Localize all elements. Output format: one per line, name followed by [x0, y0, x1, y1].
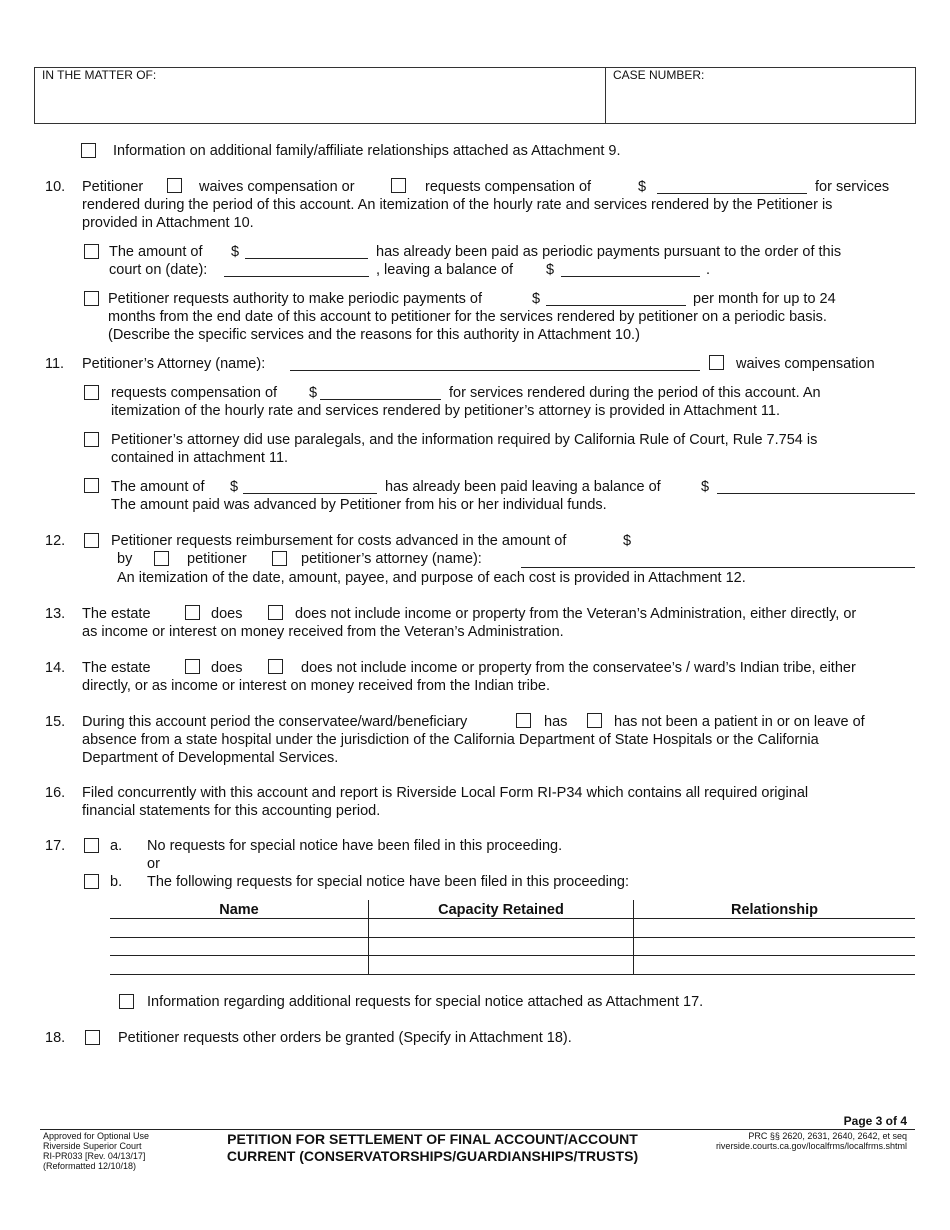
item-10-line-2: rendered during the period of this account. An itemization of the hourly rate and services rendered by the Petitioner is	[82, 197, 833, 213]
other-orders-text: Petitioner requests other orders be granted (Specify in Attachment 18).	[118, 1030, 572, 1046]
balance-amount[interactable]	[561, 261, 700, 277]
periodic-paid-amount[interactable]	[245, 243, 368, 259]
va-does-not-label: does not include income or property from the Veteran’s Administration, either directly, or	[295, 606, 857, 622]
hospital-line-1: During this account period the conservatee/ward/beneficiary	[82, 714, 468, 730]
dollar-sign: $	[701, 479, 710, 495]
table-column-divider	[633, 900, 634, 974]
table-row[interactable]	[371, 938, 631, 954]
va-does-checkbox[interactable]	[185, 605, 200, 620]
attachment-9-text: Information on additional family/affiliate relationships attached as Attachment 9.	[113, 143, 621, 159]
attorney-paid-label: The amount of	[111, 479, 205, 495]
petitioner-compensation-amount[interactable]	[657, 178, 807, 194]
table-row[interactable]	[636, 957, 913, 973]
reimbursement-checkbox[interactable]	[84, 533, 99, 548]
table-row[interactable]	[636, 938, 913, 954]
hospital-has-not-label: has not been a patient in or on leave of	[614, 714, 865, 730]
dollar-sign: $	[532, 291, 541, 307]
per-month-label: per month for up to 24	[693, 291, 836, 307]
attorney-balance-amount[interactable]	[717, 478, 915, 494]
attorney-paid-checkbox[interactable]	[84, 478, 99, 493]
footer-website: riverside.courts.ca.gov/localfrms/localfrms.shtml	[715, 1141, 907, 1151]
requests-compensation-checkbox[interactable]	[391, 178, 406, 193]
attorney-name-label: Petitioner’s Attorney (name):	[82, 356, 266, 372]
for-services-label: for services	[815, 179, 890, 195]
va-estate-label: The estate	[82, 606, 151, 622]
leaving-balance-label: , leaving a balance of	[376, 262, 514, 278]
periodic-paid-text: has already been paid as periodic payments pursuant to the order of this	[376, 244, 842, 260]
waives-compensation-label: waives compensation or	[199, 179, 355, 195]
footer-rule	[40, 1129, 915, 1130]
dollar-sign: $	[638, 179, 647, 195]
attorney-paid-line-2: The amount paid was advanced by Petitioner from his or her individual funds.	[111, 497, 607, 513]
item-16-number: 16.	[45, 785, 66, 801]
court-order-date[interactable]	[224, 261, 369, 277]
attorney-compensation-amount[interactable]	[320, 384, 441, 400]
filed-concurrently-line-1: Filed concurrently with this account and report is Riverside Local Form RI-P34 which contains all required original	[82, 785, 809, 801]
attachment-17-text: Information regarding additional requests for special notice attached as Attachment 17.	[147, 994, 704, 1010]
paralegals-checkbox[interactable]	[84, 432, 99, 447]
page-number: Page 3 of 4	[843, 1114, 907, 1128]
or-label: or	[147, 856, 160, 872]
by-petitioner-label: petitioner	[187, 551, 247, 567]
reimbursement-line-3: An itemization of the date, amount, payee, and purpose of each cost is provided in Attachment 12.	[117, 570, 746, 586]
case-number-input[interactable]	[613, 88, 908, 104]
item-17-b-letter: b.	[110, 874, 123, 890]
other-orders-checkbox[interactable]	[85, 1030, 100, 1045]
table-rule	[110, 974, 915, 975]
attachment-17-checkbox[interactable]	[119, 994, 134, 1009]
item-18-number: 18.	[45, 1030, 66, 1046]
attorney-waives-label: waives compensation	[736, 356, 875, 372]
dollar-sign: $	[623, 533, 632, 549]
item-11-number: 11.	[45, 356, 65, 372]
item-14-number: 14.	[45, 660, 66, 676]
periodic-authority-checkbox[interactable]	[84, 291, 99, 306]
attachment-9-checkbox[interactable]	[81, 143, 96, 158]
paralegals-line-1: Petitioner’s attorney did use paralegals, and the information required by California Rule of Court, Rule 7.754 is	[111, 432, 818, 448]
va-line-2: as income or interest on money received from the Veteran’s Administration.	[82, 624, 564, 640]
item-15-number: 15.	[45, 714, 66, 730]
table-row[interactable]	[636, 920, 913, 936]
item-17-number: 17.	[45, 838, 66, 854]
by-label: by	[117, 551, 133, 567]
va-does-not-checkbox[interactable]	[268, 605, 283, 620]
tribe-does-label: does	[211, 660, 243, 676]
filed-concurrently-line-2: financial statements for this accounting period.	[82, 803, 381, 819]
table-rule	[110, 918, 915, 919]
tribe-does-not-checkbox[interactable]	[268, 659, 283, 674]
attorney-requests-checkbox[interactable]	[84, 385, 99, 400]
by-petitioner-checkbox[interactable]	[154, 551, 169, 566]
dollar-sign: $	[546, 262, 555, 278]
table-rule	[110, 955, 915, 956]
special-notice-filed-text: The following requests for special notice have been filed in this proceeding:	[147, 874, 630, 890]
footer-reformatted: (Reformatted 12/10/18)	[43, 1161, 137, 1171]
item-12-number: 12.	[45, 533, 66, 549]
tribe-estate-label: The estate	[82, 660, 151, 676]
attorney-requests-label: requests compensation of	[111, 385, 278, 401]
periodic-authority-text: Petitioner requests authority to make periodic payments of	[108, 291, 482, 307]
attorney-paid-amount[interactable]	[243, 478, 377, 494]
by-attorney-label: petitioner’s attorney (name):	[301, 551, 482, 567]
matter-label: IN THE MATTER OF:	[42, 68, 157, 82]
hospital-line-2: absence from a state hospital under the jurisdiction of the California Department of State Hospitals or the California	[82, 732, 819, 748]
footer-court: Riverside Superior Court	[43, 1141, 142, 1151]
table-row[interactable]	[371, 957, 631, 973]
hospital-has-checkbox[interactable]	[516, 713, 531, 728]
waives-compensation-checkbox[interactable]	[167, 178, 182, 193]
attorney-requests-line-2: itemization of the hourly rate and services rendered by petitioner’s attorney is provided in Attachment 11.	[111, 403, 780, 419]
hospital-has-label: has	[544, 714, 568, 730]
column-header-relationship: Relationship	[730, 902, 818, 918]
periodic-authority-line-3: (Describe the specific services and the reasons for this authority in Attachment 10.)	[108, 327, 640, 343]
table-column-divider	[368, 900, 369, 974]
item-17-a-letter: a.	[110, 838, 123, 854]
requests-compensation-label: requests compensation of	[425, 179, 592, 195]
form-title-line-1: PETITION FOR SETTLEMENT OF FINAL ACCOUNT/ACCOUNT	[227, 1131, 638, 1147]
attorney-requests-text: for services rendered during the period of this account. An	[449, 385, 821, 401]
item-10-line-3: provided in Attachment 10.	[82, 215, 254, 231]
reimbursement-text: Petitioner requests reimbursement for costs advanced in the amount of	[111, 533, 567, 549]
attorney-paid-text: has already been paid leaving a balance of	[385, 479, 661, 495]
court-date-label: court on (date):	[109, 262, 208, 278]
footer-approved: Approved for Optional Use	[43, 1131, 150, 1141]
tribe-does-not-label: does not include income or property from the conservatee’s / ward’s Indian tribe, either	[301, 660, 856, 676]
item-10-number: 10.	[45, 179, 66, 195]
tribe-does-checkbox[interactable]	[185, 659, 200, 674]
table-row[interactable]	[112, 920, 366, 936]
hospital-has-not-checkbox[interactable]	[587, 713, 602, 728]
caption-divider	[605, 67, 606, 124]
attorney-waives-checkbox[interactable]	[709, 355, 724, 370]
va-does-label: does	[211, 606, 243, 622]
matter-input[interactable]	[42, 88, 597, 104]
special-notice-filed-checkbox[interactable]	[84, 874, 99, 889]
form-title-line-2: CURRENT (CONSERVATORSHIPS/GUARDIANSHIPS/TRUSTS)	[226, 1148, 639, 1164]
paralegals-line-2: contained in attachment 11.	[111, 450, 289, 466]
footer-form-number: RI-PR033 [Rev. 04/13/17]	[43, 1151, 146, 1161]
periodic-payment-amount[interactable]	[546, 290, 686, 306]
item-13-number: 13.	[45, 606, 66, 622]
no-special-notice-text: No requests for special notice have been filed in this proceeding.	[147, 838, 563, 854]
reimbursement-attorney-name[interactable]	[521, 552, 915, 568]
item-10-petitioner: Petitioner	[82, 179, 144, 195]
dollar-sign: $	[309, 385, 318, 401]
periodic-authority-line-2: months from the end date of this account to petitioner for the services rendered by petitioner on a periodic basis.	[108, 309, 827, 325]
case-number-label: CASE NUMBER:	[613, 68, 705, 82]
hospital-line-3: Department of Developmental Services.	[82, 750, 339, 766]
footer-statutes: PRC §§ 2620, 2631, 2640, 2642, et seq	[748, 1131, 907, 1141]
periodic-paid-label: The amount of	[109, 244, 203, 260]
by-attorney-checkbox[interactable]	[272, 551, 287, 566]
table-row[interactable]	[112, 938, 366, 954]
no-special-notice-checkbox[interactable]	[84, 838, 99, 853]
column-header-name: Name	[219, 902, 259, 918]
attorney-name-input[interactable]	[290, 355, 700, 371]
periodic-paid-checkbox[interactable]	[84, 244, 99, 259]
tribe-line-2: directly, or as income or interest on money received from the Indian tribe.	[82, 678, 550, 694]
dollar-sign: $	[231, 244, 240, 260]
reimbursement-amount[interactable]	[637, 532, 912, 548]
table-row[interactable]	[371, 920, 631, 936]
dollar-sign: $	[230, 479, 239, 495]
column-header-capacity: Capacity Retained	[438, 902, 564, 918]
period-mark: .	[706, 262, 711, 278]
table-row[interactable]	[112, 957, 366, 973]
